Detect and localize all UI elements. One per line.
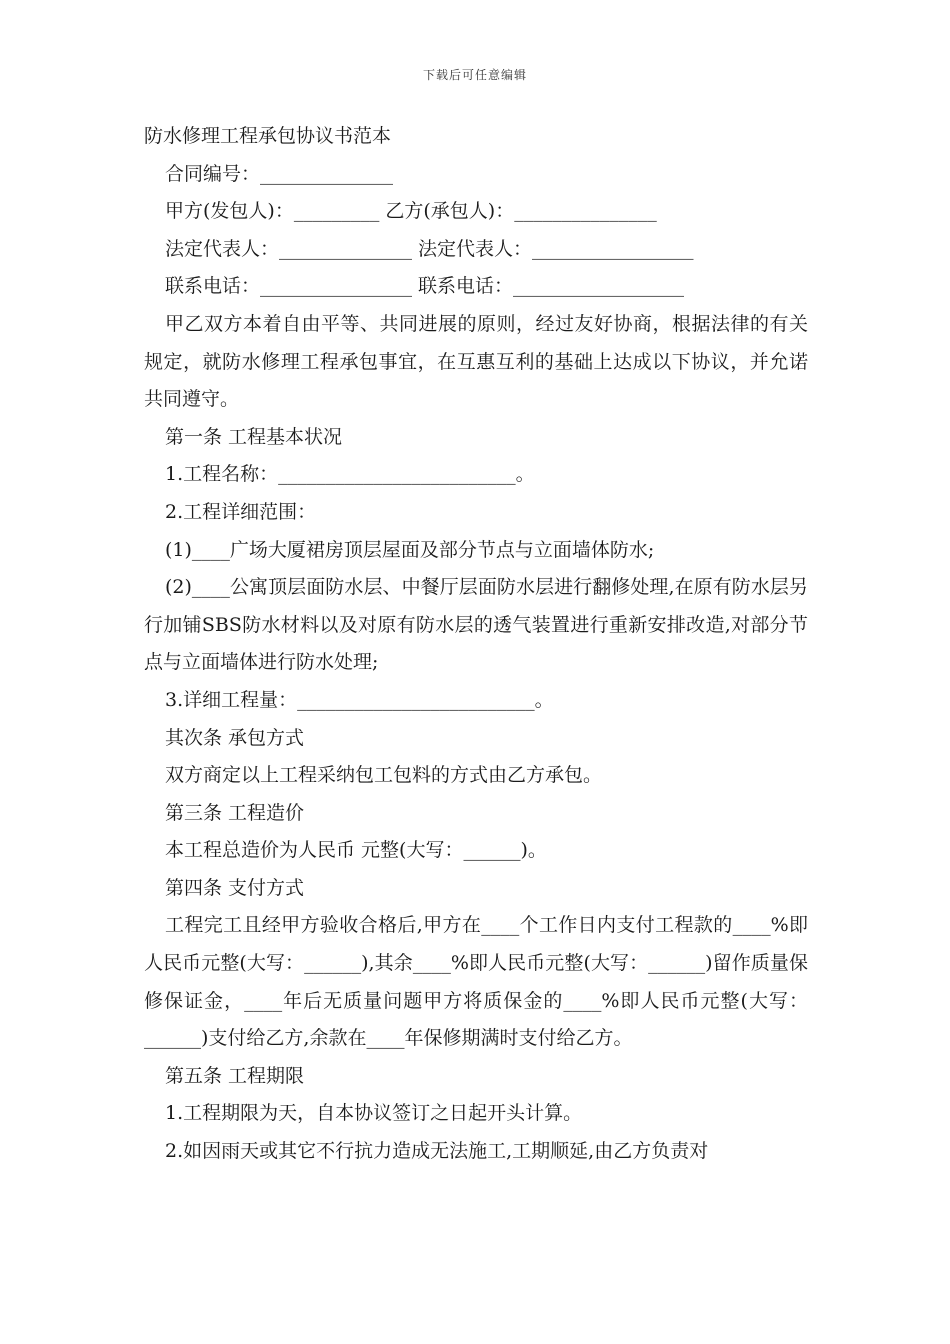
document-title: 防水修理工程承包协议书范本 — [144, 125, 392, 147]
article-3-text: 本工程总造价为人民币 元整(大写：______)。 — [165, 839, 547, 862]
article-1-item-2-sub-2: (2)____公寓顶层面防水层、中餐厅层面防水层进行翻修处理,在原有防水层另行加铺SBS防水材料以及对原有防水层的透气装置进行重新安排改造,对部分节点与立面墙体进行防水处理; — [144, 576, 808, 674]
contract-number-line: 合同编号：______________ — [165, 162, 394, 185]
article-4-text: 工程完工且经甲方验收合格后,甲方在____个工作日内支付工程款的____%即人民币元整(大写：______),其余____%即人民币元整(大写：______)留作质量保修保证金，____年后无质量问题甲方将质保金的____%即人民币元整(大写：______)支付给乙方,余款在____年保修期满时支付给乙方。 — [144, 914, 808, 1050]
page-header-note: 下载后可任意编辑 — [422, 68, 527, 82]
legal-representatives-line: 法定代表人：______________ 法定代表人：_________________ — [165, 237, 694, 260]
article-1-item-3: 3.详细工程量：_________________________。 — [165, 688, 554, 711]
article-3-heading: 第三条 工程造价 — [165, 801, 305, 824]
article-4-heading: 第四条 支付方式 — [165, 876, 305, 899]
article-2-text: 双方商定以上工程采纳包工包料的方式由乙方承包。 — [165, 764, 603, 787]
article-1-item-2-sub-1: (1)____广场大厦裙房顶层屋面及部分节点与立面墙体防水; — [165, 538, 655, 561]
intro-paragraph: 甲乙双方本着自由平等、共同进展的原则，经过友好协商，根据法律的有关规定，就防水修理工程承包事宜，在互惠互利的基础上达成以下协议，并允诺共同遵守。 — [144, 312, 808, 411]
article-5-item-1: 1.工程期限为天，自本协议签订之日起开头计算。 — [165, 1102, 583, 1125]
article-1-heading: 第一条 工程基本状况 — [165, 425, 343, 448]
document-body — [144, 118, 808, 1171]
article-5-heading: 第五条 工程期限 — [165, 1064, 305, 1087]
phone-numbers-line: 联系电话：________________ 联系电话：__________________ — [165, 275, 685, 298]
article-1-item-1: 1.工程名称：_________________________。 — [165, 463, 535, 486]
article-2-heading: 其次条 承包方式 — [165, 726, 305, 749]
article-5-item-2: 2.如因雨天或其它不行抗力造成无法施工,工期顺延,由乙方负责对 — [165, 1140, 709, 1163]
parties-line: 甲方(发包人)：_________ 乙方(承包人)：_______________ — [165, 200, 657, 223]
article-1-item-2: 2.工程详细范围： — [165, 500, 317, 523]
